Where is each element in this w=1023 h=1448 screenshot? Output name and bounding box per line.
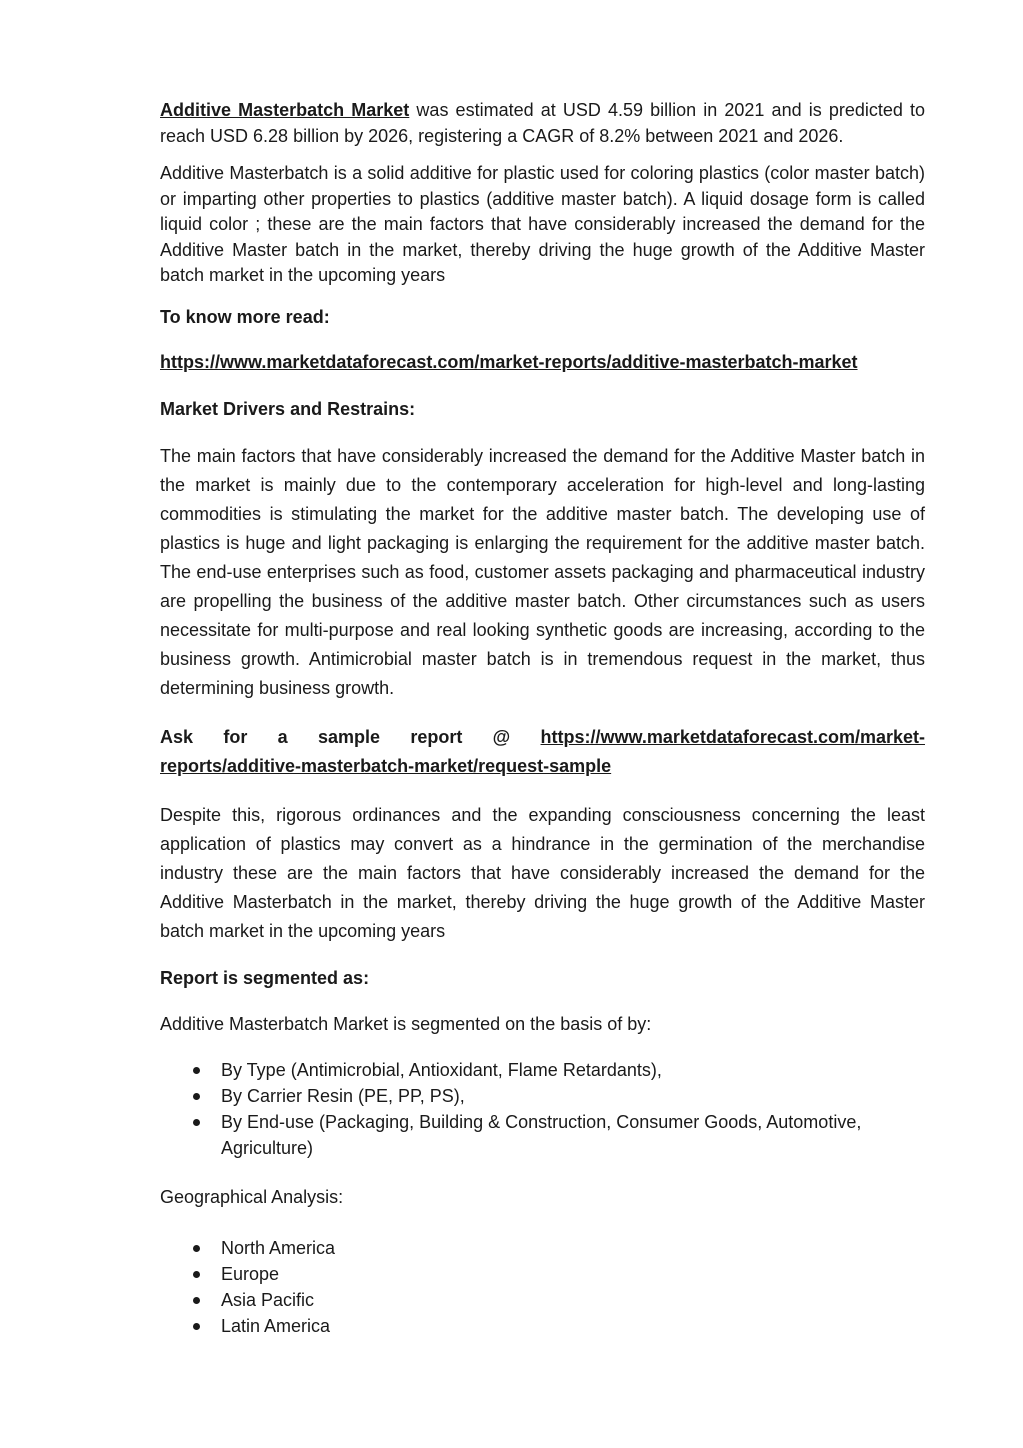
market-link[interactable]: Additive Masterbatch Market [160, 100, 410, 120]
sample-word: a [277, 727, 288, 747]
bullet-icon [193, 1271, 200, 1278]
list-item: Europe [160, 1261, 925, 1287]
intro-text: was estimated at USD 4.59 billion in 2021 and is predicted to reach USD 6.28 billion by 2026, registering a CAGR of 8.2% between 2021 and 2026. [160, 100, 925, 146]
sample-word: sample [317, 727, 381, 747]
list-item: North America [160, 1235, 925, 1261]
sample-request-line [160, 723, 925, 752]
drivers-heading: Market Drivers and Restrains: [160, 398, 416, 419]
drivers-paragraph: The main factors that have considerably increased the demand for the Additive Master batch in the market is mainly due to the contemporary acceleration for high-level and long-lasting commodities is stimulating the market for the additive master batch. The developing use of plastics is huge and light packaging is enlarging the requirement for the additive master batch. The end-use enterprises such as food, customer assets packaging and pharmaceutical industry are propelling the business of the additive master batch. Other circumstances such as users necessitate for multi-purpose and real looking synthetic goods are increasing, according to the business growth. Antimicrobial master batch is in tremendous request in the market, thus determining business growth. [160, 446, 925, 698]
bullet-icon [193, 1245, 200, 1252]
sample-word: Ask [160, 727, 194, 747]
geography-label: Geographical Analysis: [160, 1187, 344, 1207]
bullet-icon [193, 1297, 200, 1304]
sample-word: for [223, 727, 248, 747]
sample-word: report [410, 727, 463, 747]
bullet-icon [193, 1093, 200, 1100]
intro-paragraph [160, 98, 925, 149]
segment-list [160, 1057, 925, 1161]
list-item: By Carrier Resin (PE, PP, PS), [160, 1083, 925, 1109]
region-list [160, 1235, 925, 1339]
document-page [160, 98, 925, 1339]
list-item: Asia Pacific [160, 1287, 925, 1313]
sample-url-link-part1[interactable]: https://www.marketdataforecast.com/market- [540, 727, 925, 747]
report-url-link[interactable]: https://www.marketdataforecast.com/market-reports/additive-masterbatch-market [160, 352, 858, 372]
know-more-heading: To know more read: [160, 306, 330, 327]
description-paragraph: Additive Masterbatch is a solid additive for plastic used for coloring plastics (color master batch) or imparting other properties to plastics (additive master batch). A liquid dosage form is called liquid color ; these are the main factors that have considerably increased the demand for the Additive Master batch in the market, thereby driving the huge growth of the Additive Master batch market in the upcoming years [160, 163, 925, 285]
despite-paragraph: Despite this, rigorous ordinances and the expanding consciousness concerning the least application of plastics may convert as a hindrance in the germination of the merchandise industry these are the main factors that have considerably increased the demand for the Additive Masterbatch in the market, thereby driving the huge growth of the Additive Master batch market in the upcoming years [160, 805, 925, 941]
report-url-paragraph [160, 350, 925, 376]
bullet-icon [193, 1119, 200, 1126]
segmentation-intro: Additive Masterbatch Market is segmented on the basis of by: [160, 1013, 652, 1034]
bullet-icon [193, 1067, 200, 1074]
sample-url-link-part2[interactable]: reports/additive-masterbatch-market/request-sample [160, 756, 612, 776]
list-item: By End-use (Packaging, Building & Construction, Consumer Goods, Automotive, Agriculture) [160, 1109, 925, 1161]
segmentation-heading: Report is segmented as: [160, 968, 370, 988]
sample-request-paragraph [160, 723, 925, 781]
list-item: Latin America [160, 1313, 925, 1339]
bullet-icon [193, 1323, 200, 1330]
sample-word: @ [492, 727, 511, 747]
list-item: By Type (Antimicrobial, Antioxidant, Flame Retardants), [160, 1057, 925, 1083]
